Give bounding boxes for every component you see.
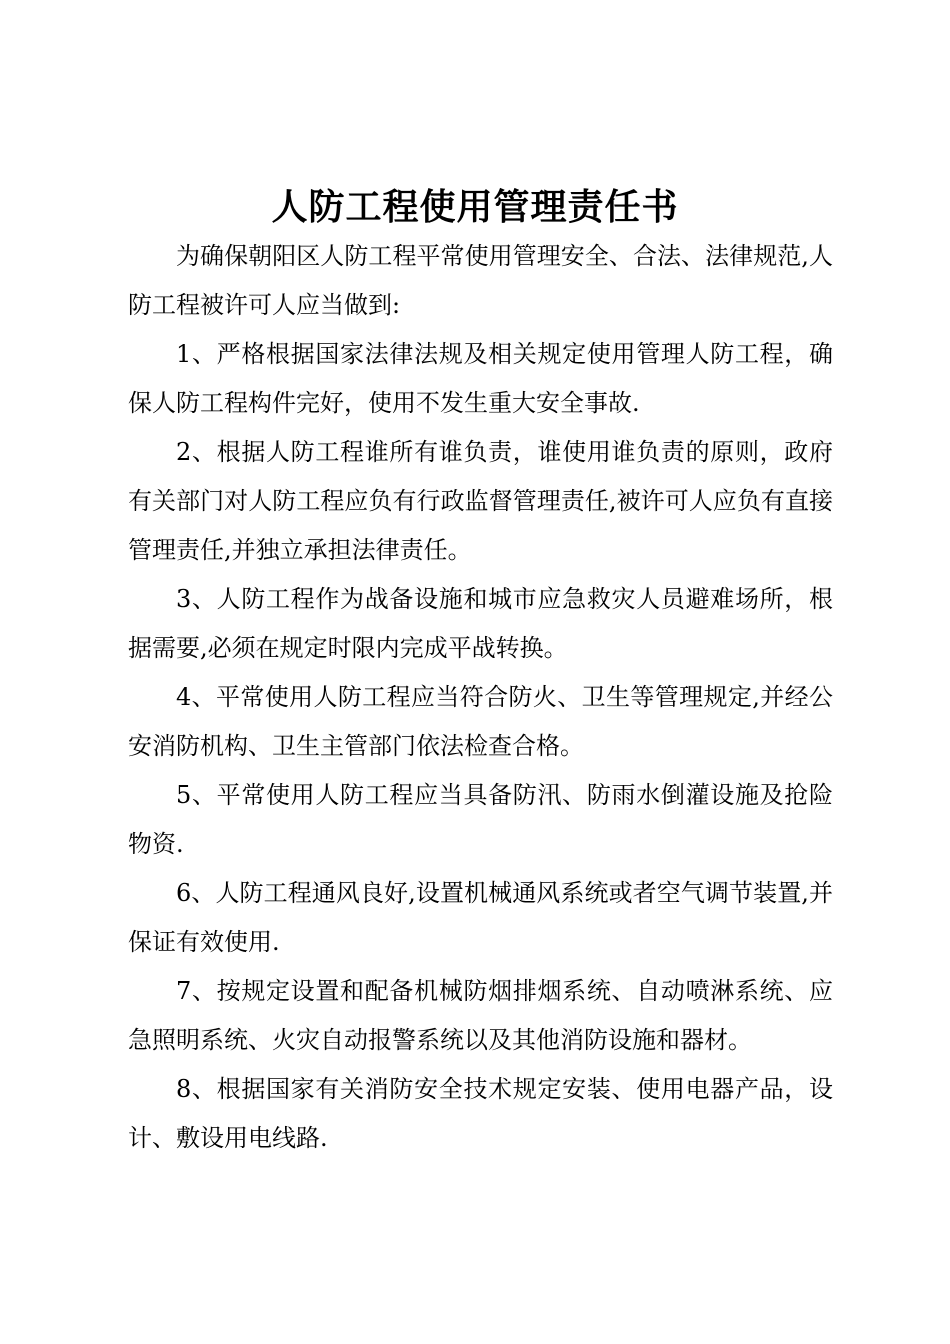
document-title: 人防工程使用管理责任书: [271, 186, 679, 228]
clause-6: 6、人防工程通风良好,设置机械通风系统或者空气调节装置,并保证有效使用.: [128, 879, 833, 956]
clause-2: 2、根据人防工程谁所有谁负责，谁使用谁负责的原则，政府有关部门对人防工程应负有行政监督管理责任,被许可人应负有直接管理责任,并独立承担法律责任。: [128, 438, 833, 564]
clause-3: 3、人防工程作为战备设施和城市应急救灾人员避难场所，根据需要,必须在规定时限内完成平战转换。: [128, 585, 833, 662]
clause-1: 1、严格根据国家法律法规及相关规定使用管理人防工程，确保人防工程构件完好，使用不发生重大安全事故.: [128, 340, 833, 417]
clause-5: 5、平常使用人防工程应当具备防汛、防雨水倒灌设施及抢险物资.: [128, 781, 833, 858]
intro-paragraph: 为确保朝阳区人防工程平常使用管理安全、合法、法律规范,人防工程被许可人应当做到:: [128, 242, 833, 319]
clause-8: 8、根据国家有关消防安全技术规定安装、使用电器产品，设计、敷设用电线路.: [128, 1075, 833, 1152]
document-body: [128, 232, 833, 1163]
clause-7: 7、按规定设置和配备机械防烟排烟系统、自动喷淋系统、应急照明系统、火灾自动报警系统以及其他消防设施和器材。: [128, 977, 833, 1054]
clause-4: 4、平常使用人防工程应当符合防火、卫生等管理规定,并经公安消防机构、卫生主管部门依法检查合格。: [128, 683, 833, 760]
